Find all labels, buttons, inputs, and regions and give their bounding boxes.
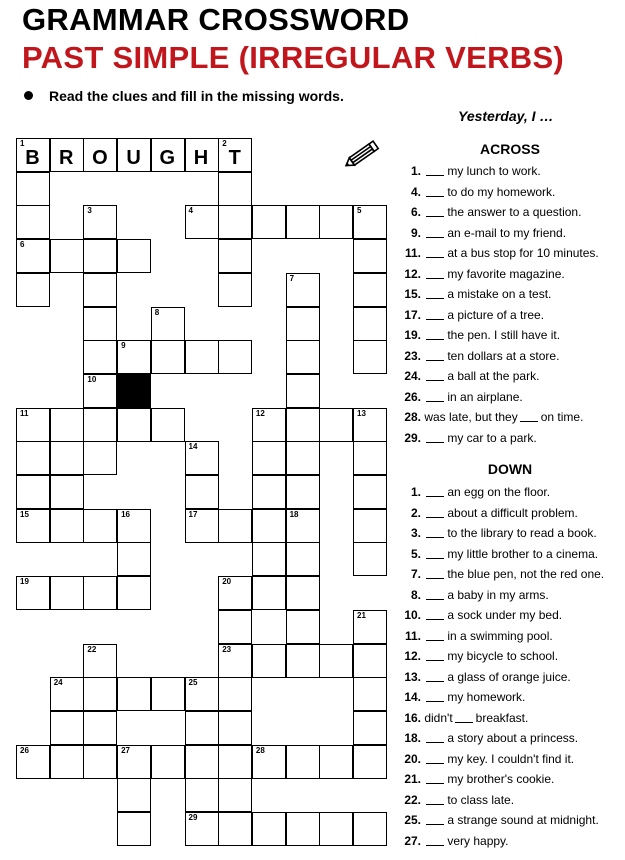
cell-number: 10	[87, 374, 97, 384]
crossword-cell[interactable]	[50, 475, 84, 509]
down-clue	[396, 790, 621, 810]
answer-blank	[426, 629, 444, 641]
cell-letter: G	[159, 147, 177, 169]
clue-text: my bicycle to school.	[447, 649, 559, 663]
crossword-cell[interactable]	[50, 239, 84, 273]
down-clue	[396, 585, 621, 605]
clue-text: my lunch to work.	[447, 164, 541, 178]
crossword-cell[interactable]	[117, 408, 151, 442]
crossword-cell[interactable]	[286, 610, 320, 644]
clue-number: 20.	[404, 751, 421, 766]
crossword-cell[interactable]	[50, 408, 84, 442]
crossword-cell[interactable]	[117, 542, 151, 576]
answer-blank	[426, 328, 444, 340]
clue-text: an egg on the floor.	[447, 485, 551, 499]
crossword-cell[interactable]	[353, 711, 387, 745]
answer-blank	[426, 547, 444, 559]
answer-blank	[426, 185, 444, 197]
clue-text: about a difficult problem.	[447, 505, 578, 520]
across-clue	[396, 202, 621, 222]
crossword-cell[interactable]	[353, 340, 387, 374]
down-clue	[396, 626, 621, 646]
cell-letter: O	[92, 147, 109, 169]
crossword-cell[interactable]	[218, 644, 252, 678]
crossword-cell[interactable]	[117, 138, 151, 172]
clue-text: to class late.	[447, 792, 515, 807]
down-clue	[396, 769, 621, 789]
clue-number: 12.	[404, 649, 421, 663]
crossword-cell[interactable]	[151, 307, 185, 341]
crossword-cell[interactable]	[16, 172, 50, 206]
crossword-cell[interactable]	[185, 778, 219, 812]
cell-number: 4	[188, 206, 193, 216]
answer-blank	[426, 267, 444, 279]
crossword-cell[interactable]	[319, 745, 353, 779]
crossword-cell[interactable]	[185, 205, 219, 239]
clue-text: an e-mail to my friend.	[447, 225, 567, 240]
clue-text: in an airplane.	[447, 389, 523, 404]
across-clue	[396, 243, 621, 263]
crossword-cell[interactable]	[16, 205, 50, 239]
crossword-cell[interactable]	[83, 239, 117, 273]
crossword-cell[interactable]	[151, 340, 185, 374]
clue-text: my little brother to a cinema.	[447, 546, 599, 561]
answer-blank	[426, 793, 444, 805]
cell-number: 26	[20, 745, 29, 755]
answer-blank	[426, 349, 444, 361]
crossword-cell[interactable]	[50, 138, 84, 172]
crossword-cell[interactable]	[286, 576, 320, 610]
across-clue	[396, 161, 621, 181]
crossword-cell[interactable]	[83, 644, 117, 678]
clue-text: a strange sound at midnight.	[447, 813, 599, 827]
clue-text: my key. I couldn't find it.	[447, 751, 575, 766]
answer-blank	[426, 485, 444, 497]
instruction-text: Read the clues and fill in the missing words.	[49, 88, 344, 104]
crossword-cell[interactable]	[185, 509, 219, 543]
crossword-cell[interactable]	[286, 307, 320, 341]
answer-blank	[520, 410, 538, 422]
cell-number: 20	[222, 577, 232, 587]
clue-number: 11.	[404, 628, 421, 643]
crossword-cell[interactable]	[16, 273, 50, 307]
crossword-cell[interactable]	[117, 239, 151, 273]
across-clue	[396, 325, 621, 345]
crossword-cell[interactable]	[252, 542, 286, 576]
clue-text: to do my homework.	[447, 184, 556, 199]
clue-text: was late, but they	[424, 410, 518, 424]
down-clue	[396, 564, 621, 584]
crossword-cell[interactable]	[353, 239, 387, 273]
clue-number: 29.	[404, 430, 421, 445]
crossword-cell[interactable]	[151, 745, 185, 779]
crossword-cell[interactable]	[218, 239, 252, 273]
crossword-cell[interactable]	[117, 745, 151, 779]
clue-number: 12.	[404, 266, 421, 281]
clue-text: to the library to read a book.	[447, 526, 597, 540]
clue-number: 28.	[404, 410, 421, 424]
clue-text: the answer to a question.	[447, 205, 582, 219]
crossword-cell[interactable]	[185, 138, 219, 172]
answer-blank	[426, 731, 444, 743]
cell-number: 23	[222, 644, 232, 654]
cell-number: 22	[87, 644, 97, 654]
crossword-cell[interactable]	[83, 138, 117, 172]
crossword-cell[interactable]	[286, 441, 320, 475]
clue-number: 7.	[410, 567, 421, 581]
across-clue	[396, 284, 621, 304]
crossword-cell[interactable]	[16, 475, 50, 509]
crossword-cell[interactable]	[83, 340, 117, 374]
crossword-cell[interactable]	[353, 509, 387, 543]
clue-number: 8.	[410, 587, 421, 602]
clue-number: 26.	[404, 389, 421, 404]
down-clue	[396, 544, 621, 564]
crossword-cell[interactable]	[218, 205, 252, 239]
down-heading: DOWN	[487, 461, 533, 477]
crossword-cell[interactable]	[353, 205, 387, 239]
cell-number: 15	[20, 509, 29, 519]
cell-number: 8	[154, 307, 160, 317]
crossword-cell[interactable]	[218, 745, 252, 779]
across-clue	[396, 305, 621, 325]
across-clue	[396, 346, 621, 366]
crossword-cell[interactable]	[353, 610, 387, 644]
crossword-cell[interactable]	[218, 677, 252, 711]
cell-number: 29	[188, 813, 198, 822]
cell-number: 2	[222, 139, 227, 148]
down-clue	[396, 667, 621, 687]
cell-number: 18	[289, 509, 299, 519]
crossword-cell[interactable]	[117, 340, 151, 374]
crossword-cell[interactable]	[16, 576, 50, 610]
clue-text: in a swimming pool.	[447, 628, 553, 643]
clue-text: very happy.	[447, 833, 509, 848]
clue-number: 19.	[404, 328, 421, 342]
across-clue	[396, 264, 621, 284]
clue-text: the pen. I still have it.	[447, 328, 561, 342]
cell-number: 5	[357, 206, 362, 216]
crossword-cell[interactable]	[50, 509, 84, 543]
crossword-cell[interactable]	[185, 745, 219, 779]
crossword-cell[interactable]	[16, 138, 50, 172]
crossword-cell[interactable]	[50, 576, 84, 610]
clue-text: on time.	[540, 410, 584, 424]
clue-text: the blue pen, not the red one.	[447, 567, 605, 581]
crossword-cell[interactable]	[50, 441, 84, 475]
crossword-cell[interactable]	[185, 812, 219, 846]
clue-text: a story about a princess.	[447, 731, 579, 745]
crossword-cell[interactable]	[16, 441, 50, 475]
answer-blank	[426, 588, 444, 600]
cell-number: 13	[357, 408, 366, 418]
crossword-cell[interactable]	[286, 509, 320, 543]
crossword-cell[interactable]	[252, 812, 286, 846]
crossword-cell[interactable]	[16, 745, 50, 779]
crossword-cell[interactable]	[16, 239, 50, 273]
crossword-cell[interactable]	[353, 273, 387, 307]
crossword-cell[interactable]	[117, 778, 151, 812]
down-clue	[396, 646, 621, 666]
across-clue	[396, 366, 621, 386]
cell-number: 14	[188, 442, 198, 452]
clue-text: breakfast.	[475, 710, 529, 725]
cell-number: 6	[20, 240, 25, 250]
crossword-cell[interactable]	[117, 509, 151, 543]
crossword-cell[interactable]	[319, 205, 353, 239]
crossword-cell[interactable]	[353, 475, 387, 509]
clue-number: 5.	[410, 546, 421, 561]
crossword-cell[interactable]	[252, 441, 286, 475]
answer-blank	[426, 670, 444, 682]
clue-number: 4.	[410, 184, 421, 199]
clue-number: 17.	[404, 307, 421, 322]
crossword-cell[interactable]	[353, 307, 387, 341]
crossword-cell[interactable]	[218, 711, 252, 745]
crossword-cell[interactable]	[286, 812, 320, 846]
crossword-cell[interactable]	[252, 576, 286, 610]
crossword-cell[interactable]	[319, 812, 353, 846]
across-clue	[396, 223, 621, 243]
cell-number: 17	[188, 509, 198, 519]
clue-number: 9.	[410, 225, 421, 240]
crossword-cell[interactable]	[83, 408, 117, 442]
clue-number: 22.	[404, 792, 421, 807]
clue-number: 3.	[410, 526, 421, 540]
clue-text: my homework.	[447, 690, 526, 704]
clue-number: 27.	[404, 833, 421, 848]
clue-number: 25.	[404, 813, 421, 827]
answer-blank	[455, 711, 473, 723]
crossword-cell[interactable]	[286, 475, 320, 509]
crossword-cell[interactable]	[151, 138, 185, 172]
across-clue	[396, 182, 621, 202]
crossword-cell[interactable]	[83, 576, 117, 610]
cell-number: 24	[53, 678, 63, 688]
crossword-cell[interactable]	[218, 340, 252, 374]
clue-number: 14.	[404, 690, 421, 704]
cell-letter: H	[193, 147, 210, 169]
answer-blank	[426, 813, 444, 825]
crossword-cell[interactable]	[252, 644, 286, 678]
crossword-cell[interactable]	[286, 340, 320, 374]
clue-number: 23.	[404, 348, 421, 363]
crossword-cell[interactable]	[151, 677, 185, 711]
crossword-cell[interactable]	[218, 576, 252, 610]
clue-number: 10.	[404, 608, 421, 622]
crossword-cell[interactable]	[286, 644, 320, 678]
crossword-cell[interactable]	[83, 307, 117, 341]
down-clue	[396, 503, 621, 523]
crossword-cell[interactable]	[83, 677, 117, 711]
cell-number: 19	[20, 577, 29, 587]
cell-number: 3	[87, 206, 92, 216]
crossword-cell[interactable]	[353, 441, 387, 475]
clue-number: 1.	[410, 164, 421, 178]
clue-number: 1.	[410, 485, 421, 499]
crossword-cell[interactable]	[83, 273, 117, 307]
crossword-cell[interactable]	[286, 745, 320, 779]
worksheet-subtitle: PAST SIMPLE (IRREGULAR VERBS)	[22, 40, 565, 75]
clue-text: a mistake on a test.	[447, 287, 552, 301]
crossword-cell[interactable]	[83, 205, 117, 239]
clue-text: a glass of orange juice.	[447, 669, 571, 684]
crossword-cell[interactable]	[353, 644, 387, 678]
crossword-cell[interactable]	[252, 745, 286, 779]
cell-letter: U	[126, 147, 142, 169]
cell-letter: R	[58, 147, 75, 169]
clue-text: ten dollars at a store.	[447, 348, 560, 363]
answer-blank	[426, 772, 444, 784]
crossword-cell[interactable]	[117, 576, 151, 610]
crossword-cell[interactable]	[286, 542, 320, 576]
crossword-cell[interactable]	[83, 711, 117, 745]
across-clue	[396, 387, 621, 407]
cell-number: 1	[20, 139, 25, 148]
answer-blank	[426, 369, 444, 381]
crossword-cell[interactable]	[117, 677, 151, 711]
clue-number: 16.	[404, 710, 421, 725]
clue-number: 21.	[404, 772, 421, 786]
answer-blank	[426, 567, 444, 579]
down-clue	[396, 749, 621, 769]
across-clue	[396, 428, 621, 448]
cell-number: 7	[289, 273, 295, 283]
crossword-cell[interactable]	[252, 475, 286, 509]
cell-number: 28	[255, 745, 265, 755]
crossword-cell[interactable]	[185, 340, 219, 374]
crossword-cell[interactable]	[50, 745, 84, 779]
clue-number: 6.	[410, 205, 421, 219]
answer-blank	[426, 246, 444, 258]
crossword-cell[interactable]	[286, 408, 320, 442]
down-clue	[396, 482, 621, 502]
crossword-cell[interactable]	[286, 205, 320, 239]
cell-number: 21	[357, 610, 366, 620]
answer-blank	[426, 506, 444, 518]
across-clue	[396, 407, 621, 427]
crossword-cell[interactable]	[83, 374, 117, 408]
crossword-cell[interactable]	[252, 408, 286, 442]
crossword-cell[interactable]	[83, 441, 117, 475]
clue-number: 24.	[404, 369, 421, 383]
crossword-cell[interactable]	[218, 610, 252, 644]
down-clue	[396, 687, 621, 707]
cell-number: 9	[121, 341, 126, 351]
crossword-cell[interactable]	[286, 374, 320, 408]
clue-number: 15.	[404, 287, 421, 301]
crossword-cell[interactable]	[286, 273, 320, 307]
crossword-cell[interactable]	[185, 677, 219, 711]
answer-blank	[426, 834, 444, 846]
crossword-cell[interactable]	[151, 408, 185, 442]
crossword-cell[interactable]	[353, 745, 387, 779]
pencil-icon	[342, 140, 382, 170]
crossword-cell[interactable]	[185, 711, 219, 745]
crossword-cell[interactable]	[83, 509, 117, 543]
down-clue	[396, 523, 621, 543]
clue-text: my brother's cookie.	[447, 772, 555, 786]
crossword-cell[interactable]	[185, 441, 219, 475]
crossword-cell[interactable]	[218, 778, 252, 812]
crossword-cell[interactable]	[16, 509, 50, 543]
crossword-cell[interactable]	[353, 677, 387, 711]
cell-number: 16	[121, 509, 130, 519]
clue-number: 13.	[404, 669, 421, 684]
cell-number: 12	[255, 408, 265, 418]
clue-number: 2.	[410, 505, 421, 520]
answer-blank	[426, 205, 444, 217]
crossword-cell[interactable]	[353, 408, 387, 442]
clue-text: a baby in my arms.	[447, 587, 549, 602]
answer-blank	[426, 308, 444, 320]
down-clue	[396, 605, 621, 625]
clue-text: a ball at the park.	[447, 369, 540, 383]
crossword-cell[interactable]	[353, 812, 387, 846]
worksheet-title: GRAMMAR CROSSWORD	[22, 2, 410, 37]
crossword-cell[interactable]	[83, 745, 117, 779]
crossword-cell[interactable]	[218, 509, 252, 543]
answer-blank	[426, 390, 444, 402]
answer-blank	[426, 752, 444, 764]
cell-letter: T	[228, 147, 242, 169]
across-heading: ACROSS	[480, 141, 540, 157]
down-clue	[396, 708, 621, 728]
crossword-cell[interactable]	[16, 408, 50, 442]
clue-text: a picture of a tree.	[447, 307, 545, 322]
down-clue	[396, 831, 621, 851]
crossword-cell[interactable]	[252, 205, 286, 239]
answer-blank	[426, 226, 444, 238]
answer-blank	[426, 526, 444, 538]
clue-text: at a bus stop for 10 minutes.	[447, 246, 599, 260]
down-clue	[396, 810, 621, 830]
crossword-cell[interactable]	[319, 408, 353, 442]
crossword-cell[interactable]	[50, 711, 84, 745]
cell-number: 11	[20, 408, 29, 418]
black-square	[117, 374, 151, 408]
clue-text: a sock under my bed.	[447, 608, 563, 622]
answer-blank	[426, 431, 444, 443]
crossword-cell[interactable]	[218, 172, 252, 206]
clue-text: my favorite magazine.	[447, 266, 565, 281]
crossword-cell[interactable]	[218, 138, 252, 172]
crossword-cell[interactable]	[218, 273, 252, 307]
answer-blank	[426, 608, 444, 620]
down-clue	[396, 728, 621, 748]
crossword-cell[interactable]	[319, 644, 353, 678]
crossword-cell[interactable]	[117, 812, 151, 846]
crossword-cell[interactable]	[252, 509, 286, 543]
crossword-cell[interactable]	[185, 475, 219, 509]
answer-blank	[426, 287, 444, 299]
clue-text: my car to a park.	[447, 430, 537, 445]
clue-intro: Yesterday, I …	[458, 108, 554, 124]
crossword-cell[interactable]	[50, 677, 84, 711]
crossword-cell[interactable]	[353, 542, 387, 576]
cell-letter: B	[25, 147, 41, 169]
answer-blank	[426, 649, 444, 661]
answer-blank	[426, 164, 444, 176]
answer-blank	[426, 690, 444, 702]
clue-number: 11.	[404, 246, 421, 260]
clue-text: didn't	[424, 710, 453, 725]
cell-number: 27	[121, 745, 130, 755]
crossword-cell[interactable]	[218, 812, 252, 846]
clue-number: 18.	[404, 731, 421, 745]
cell-number: 25	[188, 678, 198, 688]
